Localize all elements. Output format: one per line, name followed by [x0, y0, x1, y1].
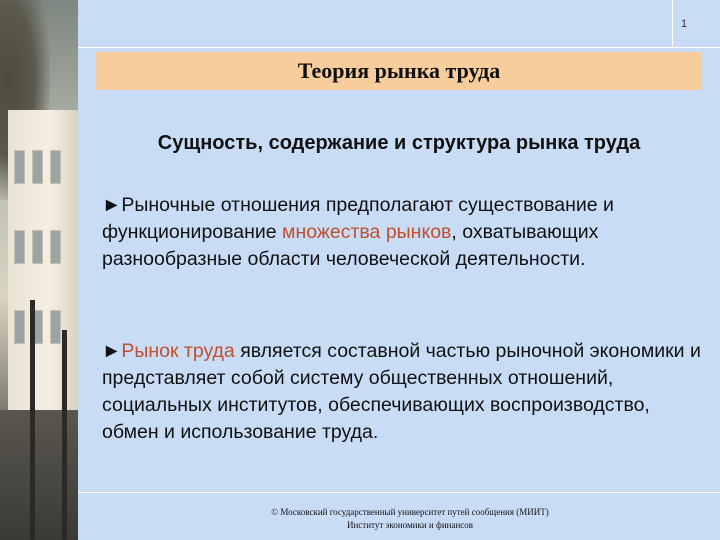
footer — [150, 506, 670, 532]
bullet-icon: ► — [102, 340, 122, 362]
footer-divider — [78, 492, 720, 493]
footer-institute: Институт экономики и финансов — [346, 520, 474, 530]
footer-copyright: © Московский государственный университет путей сообщения (МИИТ) — [271, 507, 549, 517]
paragraph-market-relations — [102, 192, 702, 273]
slide-title: Теория рынка труда — [297, 58, 501, 83]
paragraph-labor-market — [102, 338, 702, 446]
para2-highlight: Рынок труда — [121, 340, 235, 362]
para1-highlight: множества рынков — [282, 221, 452, 243]
para2-text: является составной частью рыночной экономики и представляет собой систему общественных отношений, социальных институтов, обеспечивающих воспроизводство, обмен и использование труда. — [102, 340, 701, 443]
campus-building-photo — [0, 0, 78, 540]
para1-text-start: Рыночные отношения предполагают существование и функционирование — [102, 194, 614, 243]
bullet-icon: ► — [102, 194, 122, 216]
title-bar — [96, 52, 702, 90]
divider-horizontal — [78, 47, 720, 48]
para1-text-end: , охватывающих разнообразные области человеческой деятельности. — [102, 221, 599, 270]
slide-number: 1 — [680, 18, 688, 30]
slide-subtitle: Сущность, содержание и структура рынка труда — [157, 132, 641, 154]
